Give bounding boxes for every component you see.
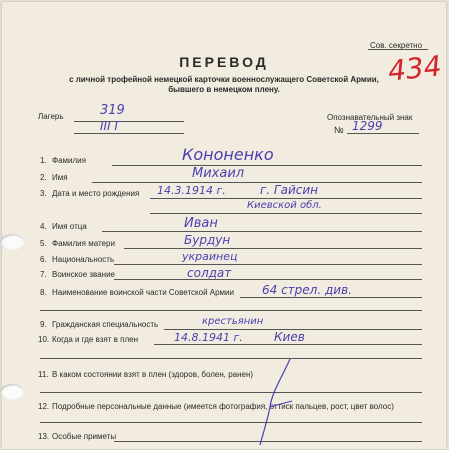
field-11-number: 11. [38,370,49,379]
field-7-line [114,279,422,280]
field-6-line [114,264,422,265]
translation-form [2,2,446,449]
birth-date-value: 14.3.1914 г. [157,184,226,197]
field-1-line [112,165,422,166]
field-10-label: Когда и где взят в плен [52,335,138,344]
field-12-label: Подробные персональные данные (имеется фотография, оттиск пальцев, рост, цвет волос) [52,402,394,411]
strike-through-mark [242,357,312,447]
capture-date-value: 14.8.1941 г. [174,331,243,344]
field-3-label: Дата и место рождения [52,189,140,198]
camp-value: 319 [100,103,125,118]
field-12-line [40,422,422,423]
field-4-line [102,231,422,232]
form-subtitle-1: с личной трофейной немецкой карточки военнослужащего Советской Армии, [69,75,379,84]
birth-place-value: г. Гайсин [260,183,319,197]
secrecy-label: Сов. секретно [370,41,423,50]
field-10-line [154,344,422,345]
stalag-value: III Г [100,119,122,133]
field-1-number: 1. [40,156,47,165]
punch-hole [0,234,24,250]
field-12-number: 12. [38,402,50,411]
civil-profession-value: крестьянин [202,316,264,327]
capture-place-value: Киев [274,330,305,344]
field-8-line-2 [40,310,422,311]
field-6-number: 6. [40,255,47,264]
field-11-label: В каком состоянии взят в плен (здоров, болен, ранен) [52,370,254,379]
field-3-line [150,198,422,199]
field-10-line-2 [40,358,422,359]
field-1-label: Фамилия [52,156,86,165]
mother-surname-value: Бурдун [184,233,231,247]
red-archive-number: 434 [386,49,444,88]
field-7-label: Воинское звание [52,270,115,279]
field-11-line [40,392,422,393]
punch-hole [0,384,24,400]
tag-no-sign: № [334,125,344,135]
military-unit-value: 64 стрел. див. [262,283,352,297]
first-name-value: Михаил [192,166,245,181]
surname-value: Кононенко [182,145,274,164]
field-5-line [124,248,422,249]
field-13-label: Особые приметы [52,432,117,441]
tag-value: 1299 [352,119,383,133]
field-4-number: 4. [40,222,47,231]
field-2-label: Имя [52,173,68,182]
field-9-number: 9. [40,320,47,329]
field-7-number: 7. [40,270,47,279]
field-8-label: Наименование воинской части Советской Армии [52,288,234,297]
camp-label: Лагерь [38,112,64,121]
rank-value: солдат [187,266,232,280]
field-3-line-2 [150,213,422,214]
form-subtitle-2: бывшего в немецком плену. [168,85,280,94]
field-5-label: Фамилия матери [52,239,115,248]
nationality-value: украинец [182,250,238,263]
field-13-number: 13. [38,432,50,441]
field-9-label: Гражданская специальность [52,320,159,329]
field-3-number: 3. [40,189,47,198]
field-8-line [240,297,422,298]
field-6-label: Национальность [52,255,115,264]
field-2-number: 2. [40,173,47,182]
form-title: ПЕРЕВОД [179,54,269,70]
tag-label: Опознавательный знак [327,113,413,122]
field-10-number: 10. [38,335,50,344]
field-8-number: 8. [40,288,47,297]
camp-line-2 [74,133,184,134]
field-5-number: 5. [40,239,47,248]
field-4-label: Имя отца [52,222,87,231]
camp-line-1 [74,121,184,122]
father-name-value: Иван [184,216,218,231]
birth-region-value: Киевской обл. [247,200,322,211]
secrecy-underline [368,49,428,50]
field-2-line [92,182,422,183]
tag-line [347,133,419,134]
